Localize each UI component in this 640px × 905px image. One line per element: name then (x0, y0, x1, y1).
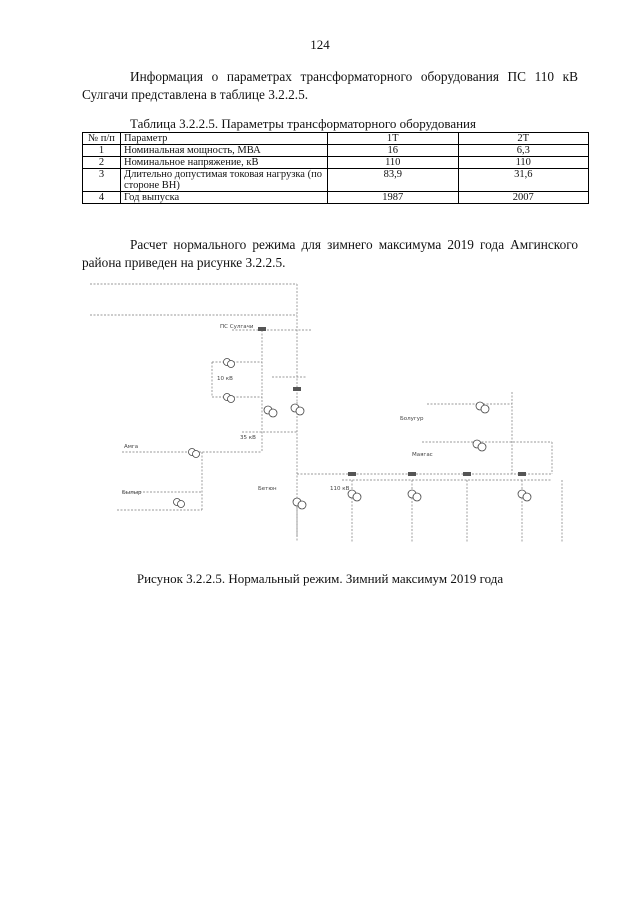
label-ps-sulgachi: ПС Сулгачи (220, 324, 254, 330)
row-num: 2 (83, 157, 121, 169)
header-param: Параметр (121, 133, 328, 145)
row-value-1t: 16 (328, 145, 459, 157)
table-row (83, 157, 589, 169)
label-bylyr: Былыр (122, 490, 142, 496)
table-caption: Таблица 3.2.2.5. Параметры трансформаторного оборудования (130, 116, 476, 131)
row-param: Год выпуска (121, 192, 328, 204)
header-1t: 1Т (328, 133, 459, 145)
row-value-2t: 110 (458, 157, 589, 169)
table-row (83, 169, 589, 192)
intro-paragraph: Информация о параметрах трансформаторного оборудования ПС 110 кВ Сулгачи представлена в таблице 3.2.2.5. (82, 69, 578, 102)
row-num: 3 (83, 169, 121, 192)
label-bus-35: 35 кВ (240, 435, 256, 441)
row-num: 4 (83, 192, 121, 204)
header-num: № п/п (83, 133, 121, 145)
calc-paragraph: Расчет нормального режима для зимнего максимума 2019 года Амгинского района приведен на рисунке 3.2.2.5. (82, 237, 578, 270)
network-diagram (82, 282, 582, 562)
header-2t: 2Т (458, 133, 589, 145)
label-betyun: Бетюн (258, 486, 277, 492)
row-num: 1 (83, 145, 121, 157)
label-bolugur: Болугур (400, 416, 424, 422)
row-value-2t: 6,3 (458, 145, 589, 157)
label-bus-10: 10 кВ (217, 376, 233, 382)
figure-caption: Рисунок 3.2.2.5. Нормальный режим. Зимний максимум 2019 года (136, 571, 504, 586)
row-value-2t: 2007 (458, 192, 589, 204)
table-row (83, 192, 589, 204)
row-value-1t: 1987 (328, 192, 459, 204)
table-header-row (83, 133, 589, 145)
row-param: Номинальная мощность, МВА (121, 145, 328, 157)
table-row (83, 145, 589, 157)
row-value-2t: 31,6 (458, 169, 589, 192)
page-number: 124 (310, 37, 330, 52)
parameters-table (82, 132, 589, 204)
row-param: Длительно допустимая токовая нагрузка (по стороне ВН) (121, 169, 328, 192)
label-mayagas: Маягас (412, 452, 433, 458)
row-param: Номинальное напряжение, кВ (121, 157, 328, 169)
row-value-1t: 110 (328, 157, 459, 169)
label-bus-110-right: 110 кВ (330, 486, 350, 492)
row-value-1t: 83,9 (328, 169, 459, 192)
label-amga: Амга (124, 444, 139, 450)
